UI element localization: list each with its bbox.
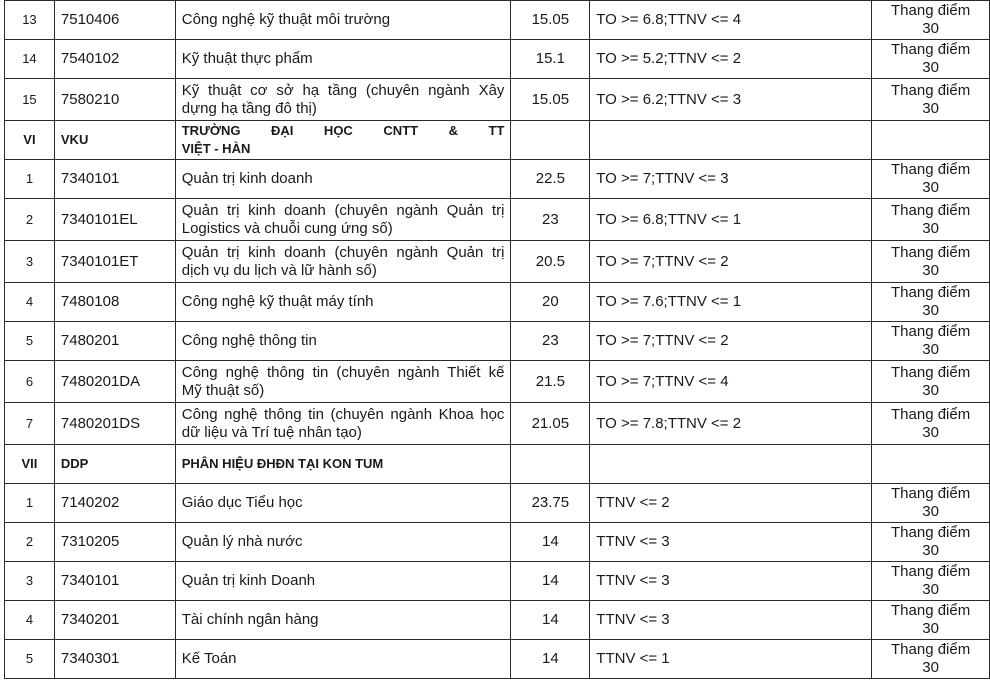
major-name <box>175 199 511 241</box>
tiebreak-condition: TO >= 6.8;TTNV <= 4 <box>590 1 872 40</box>
tiebreak-condition <box>590 121 872 160</box>
note-line: 30 <box>922 219 939 237</box>
major-name-line: Quản trị kinh Doanh <box>181 572 316 589</box>
major-name-line: Công nghệ kỹ thuật môi trường <box>181 11 391 28</box>
tiebreak-condition: TO >= 7;TTNV <= 4 <box>590 361 872 403</box>
score-scale-note <box>872 523 990 562</box>
note-line: 30 <box>922 381 939 399</box>
major-name-line: Kỹ thuật cơ sở hạ tầng (chuyên ngành Xây <box>181 81 505 99</box>
benchmark-score: 21.5 <box>511 361 590 403</box>
note-line: Thang điểm <box>891 81 971 99</box>
tiebreak-condition <box>590 445 872 484</box>
table-row <box>5 1 990 40</box>
tiebreak-condition: TO >= 6.8;TTNV <= 1 <box>590 199 872 241</box>
benchmark-score: 23.75 <box>511 484 590 523</box>
tiebreak-condition: TTNV <= 3 <box>590 562 872 601</box>
benchmark-score: 22.5 <box>511 160 590 199</box>
major-name <box>175 322 511 361</box>
major-name-line: Mỹ thuật số) <box>181 381 265 399</box>
note-line: Thang điểm <box>891 405 971 423</box>
note-line: 30 <box>922 341 939 358</box>
major-code: 7480201DA <box>54 361 175 403</box>
major-name <box>175 484 511 523</box>
note-line: Thang điểm <box>891 563 971 580</box>
major-name-line: VIỆT - HÀN <box>181 141 251 156</box>
score-scale-note <box>872 121 990 160</box>
major-name <box>175 241 511 283</box>
note-line: Thang điểm <box>891 602 971 619</box>
note-line: 30 <box>922 581 939 598</box>
major-name <box>175 640 511 679</box>
tiebreak-condition: TTNV <= 3 <box>590 523 872 562</box>
note-line: 30 <box>922 179 939 196</box>
note-line: 30 <box>922 99 939 117</box>
score-scale-note <box>872 322 990 361</box>
table-row <box>5 283 990 322</box>
major-name <box>175 361 511 403</box>
note-line: 30 <box>922 503 939 520</box>
major-name-line: Giáo dục Tiểu học <box>181 494 303 511</box>
row-number: 7 <box>5 403 55 445</box>
major-code: 7510406 <box>54 1 175 40</box>
table-row <box>5 199 990 241</box>
score-scale-note <box>872 484 990 523</box>
table-row <box>5 523 990 562</box>
admission-score-table <box>4 0 990 679</box>
major-name-line: TRƯỜNG ĐẠI HỌC CNTT & TT <box>181 123 505 138</box>
major-code: 7340201 <box>54 601 175 640</box>
note-line: 30 <box>922 261 939 279</box>
benchmark-score: 15.05 <box>511 1 590 40</box>
major-code: 7540102 <box>54 40 175 79</box>
note-line: Thang điểm <box>891 363 971 381</box>
row-number: 3 <box>5 562 55 601</box>
row-number: 2 <box>5 199 55 241</box>
major-name-line: Công nghệ thông tin <box>181 332 317 349</box>
table-row <box>5 640 990 679</box>
row-number: 5 <box>5 640 55 679</box>
score-scale-note <box>872 40 990 79</box>
major-code: 7310205 <box>54 523 175 562</box>
major-name-line: Quản trị kinh doanh <box>181 170 313 187</box>
benchmark-score: 14 <box>511 601 590 640</box>
row-number: 2 <box>5 523 55 562</box>
table-row <box>5 79 990 121</box>
major-name-line: PHÂN HIỆU ĐHĐN TẠI KON TUM <box>181 456 384 471</box>
benchmark-score: 23 <box>511 199 590 241</box>
major-code: 7480201 <box>54 322 175 361</box>
score-scale-note <box>872 445 990 484</box>
section-row <box>5 121 990 160</box>
benchmark-score <box>511 121 590 160</box>
tiebreak-condition: TO >= 7.8;TTNV <= 2 <box>590 403 872 445</box>
table-row <box>5 361 990 403</box>
benchmark-score: 20 <box>511 283 590 322</box>
major-name-line: dựng hạ tầng đô thị) <box>181 99 317 117</box>
major-name-line: Quản lý nhà nước <box>181 533 303 550</box>
table-row <box>5 484 990 523</box>
major-name-line: dịch vụ du lịch và lữ hành số) <box>181 261 377 279</box>
score-scale-note <box>872 640 990 679</box>
major-name <box>175 523 511 562</box>
score-scale-note <box>872 241 990 283</box>
note-line: 30 <box>922 620 939 637</box>
major-name <box>175 121 511 160</box>
score-scale-note <box>872 562 990 601</box>
major-code: 7340101 <box>54 562 175 601</box>
score-scale-note <box>872 601 990 640</box>
major-name <box>175 1 511 40</box>
note-line: 30 <box>922 20 939 37</box>
table-row <box>5 403 990 445</box>
major-code: VKU <box>54 121 175 160</box>
major-name <box>175 160 511 199</box>
note-line: Thang điểm <box>891 201 971 219</box>
row-number: 3 <box>5 241 55 283</box>
note-line: Thang điểm <box>891 323 971 340</box>
table-body <box>5 1 990 679</box>
table-row <box>5 160 990 199</box>
tiebreak-condition: TO >= 5.2;TTNV <= 2 <box>590 40 872 79</box>
note-line: Thang điểm <box>891 161 971 178</box>
row-number: 4 <box>5 283 55 322</box>
major-name <box>175 562 511 601</box>
table-row <box>5 562 990 601</box>
score-scale-note <box>872 403 990 445</box>
major-name-line: Logistics và chuỗi cung ứng số) <box>181 219 393 237</box>
major-name-line: Quản trị kinh doanh (chuyên ngành Quản trị <box>181 243 505 261</box>
note-line: Thang điểm <box>891 2 971 19</box>
row-number: 6 <box>5 361 55 403</box>
row-number: VI <box>5 121 55 160</box>
tiebreak-condition: TO >= 6.2;TTNV <= 3 <box>590 79 872 121</box>
note-line: Thang điểm <box>891 243 971 261</box>
benchmark-score: 21.05 <box>511 403 590 445</box>
major-name-line: Công nghệ kỹ thuật máy tính <box>181 293 374 310</box>
score-scale-note <box>872 79 990 121</box>
row-number: VII <box>5 445 55 484</box>
major-code: 7580210 <box>54 79 175 121</box>
row-number: 15 <box>5 79 55 121</box>
note-line: Thang điểm <box>891 485 971 502</box>
major-name-line: Kỹ thuật thực phẩm <box>181 50 313 67</box>
benchmark-score: 14 <box>511 562 590 601</box>
major-name-line: Kế Toán <box>181 650 237 667</box>
major-name <box>175 283 511 322</box>
major-name <box>175 403 511 445</box>
table-row <box>5 241 990 283</box>
major-code: 7140202 <box>54 484 175 523</box>
row-number: 13 <box>5 1 55 40</box>
benchmark-score: 20.5 <box>511 241 590 283</box>
table-row <box>5 40 990 79</box>
score-scale-note <box>872 361 990 403</box>
tiebreak-condition: TTNV <= 1 <box>590 640 872 679</box>
major-name <box>175 445 511 484</box>
major-code: 7340301 <box>54 640 175 679</box>
major-name <box>175 79 511 121</box>
tiebreak-condition: TO >= 7;TTNV <= 3 <box>590 160 872 199</box>
tiebreak-condition: TTNV <= 3 <box>590 601 872 640</box>
note-line: 30 <box>922 542 939 559</box>
major-code: 7480108 <box>54 283 175 322</box>
note-line: Thang điểm <box>891 284 971 301</box>
major-name-line: Tài chính ngân hàng <box>181 611 319 628</box>
major-code: DDP <box>54 445 175 484</box>
score-scale-note <box>872 160 990 199</box>
score-scale-note <box>872 199 990 241</box>
major-name-line: Công nghệ thông tin (chuyên ngành Thiết kế <box>181 363 505 381</box>
note-line: 30 <box>922 302 939 319</box>
benchmark-score: 14 <box>511 640 590 679</box>
benchmark-score: 15.1 <box>511 40 590 79</box>
row-number: 1 <box>5 484 55 523</box>
major-name <box>175 601 511 640</box>
tiebreak-condition: TO >= 7;TTNV <= 2 <box>590 322 872 361</box>
major-name-line: Công nghệ thông tin (chuyên ngành Khoa học <box>181 405 505 423</box>
tiebreak-condition: TTNV <= 2 <box>590 484 872 523</box>
major-name-line: Quản trị kinh doanh (chuyên ngành Quản trị <box>181 201 505 219</box>
benchmark-score: 14 <box>511 523 590 562</box>
note-line: 30 <box>922 423 939 441</box>
major-code: 7480201DS <box>54 403 175 445</box>
section-row <box>5 445 990 484</box>
note-line: 30 <box>922 659 939 676</box>
note-line: 30 <box>922 59 939 76</box>
major-code: 7340101ET <box>54 241 175 283</box>
table-row <box>5 601 990 640</box>
major-name <box>175 40 511 79</box>
note-line: Thang điểm <box>891 41 971 58</box>
benchmark-score: 15.05 <box>511 79 590 121</box>
note-line: Thang điểm <box>891 641 971 658</box>
score-scale-note <box>872 1 990 40</box>
row-number: 1 <box>5 160 55 199</box>
score-scale-note <box>872 283 990 322</box>
benchmark-score <box>511 445 590 484</box>
major-code: 7340101 <box>54 160 175 199</box>
row-number: 5 <box>5 322 55 361</box>
tiebreak-condition: TO >= 7.6;TTNV <= 1 <box>590 283 872 322</box>
table-row <box>5 322 990 361</box>
tiebreak-condition: TO >= 7;TTNV <= 2 <box>590 241 872 283</box>
major-code: 7340101EL <box>54 199 175 241</box>
benchmark-score: 23 <box>511 322 590 361</box>
note-line: Thang điểm <box>891 524 971 541</box>
major-name-line: dữ liệu và Trí tuệ nhân tạo) <box>181 423 362 441</box>
row-number: 4 <box>5 601 55 640</box>
row-number: 14 <box>5 40 55 79</box>
